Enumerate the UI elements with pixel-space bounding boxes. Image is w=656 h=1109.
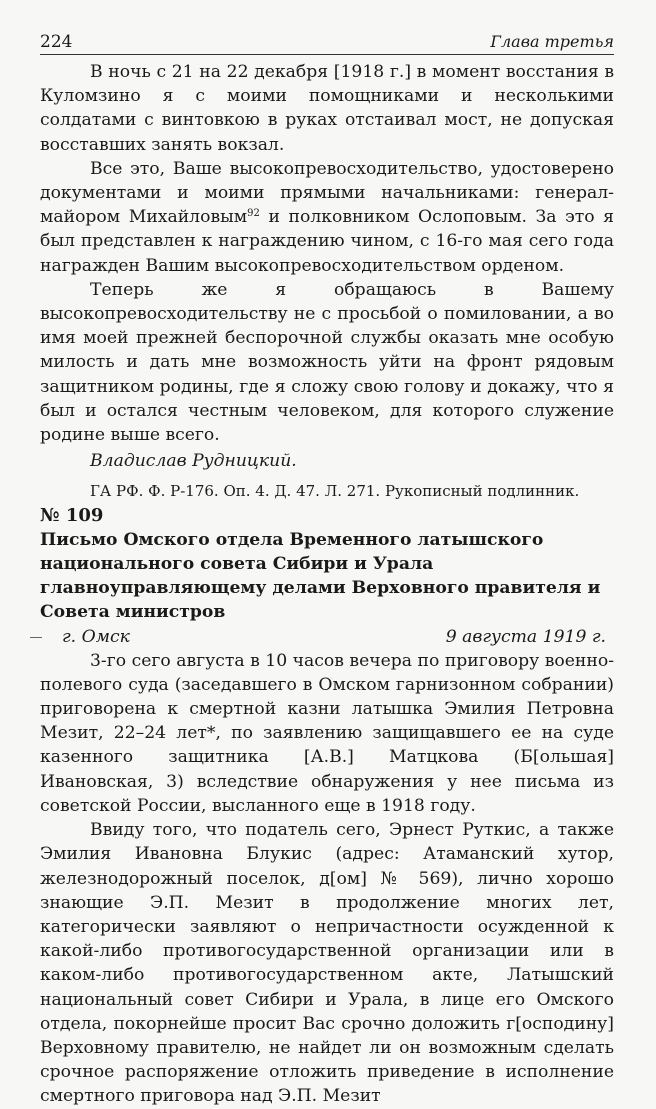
letter1-paragraph-2-end: и полковником Ослоповым. За это я был представлен к награждению чином, с 16-го мая сего года награжден Вашим высокопревосходительством орденом. <box>40 207 614 276</box>
signature: Владислав Рудницкий. <box>90 451 297 472</box>
document-number: № 109 <box>40 504 104 526</box>
place-date-line <box>40 625 614 649</box>
document-date: 9 августа 1919 г. <box>445 626 606 647</box>
page-body <box>40 60 614 1109</box>
document-place: г. Омск <box>62 626 130 647</box>
chapter-title: Глава третья <box>490 32 614 51</box>
letter1-paragraph-2-start: Все это, Ваше высокопревосходительство, удостоверено документами и моими прямыми начальниками: генерал-майором Михайловым <box>40 158 614 228</box>
margin-mark <box>30 637 42 638</box>
running-header <box>40 30 614 55</box>
letter1-paragraph-1: В ночь с 21 на 22 декабря [1918 г.] в момент восстания в Куломзино я с моими помощниками и несколькими солдатами с винтовкою в руках отстаивал мост, не допуская восставших занять вокзал. <box>40 62 614 155</box>
archive-reference: ГА РФ. Ф. Р-176. Оп. 4. Д. 47. Л. 271. Рукописный подлинник. <box>90 482 580 501</box>
doc109-paragraph-1: 3-го сего августа в 10 часов вечера по приговору военно-полевого суда (заседавшего в Омском гарнизонном собрании) приговорена к смертной казни латышка Эмилия Петровна Мезит, 22–24 лет*, по заявлению защищавшего ее на суде казенного защитника [А.В.] Матцкова (Б[ольшая] Ивановская, 3) вследствие обнаружения у нее письма из советской России, высланного еще в 1918 году. <box>40 650 614 816</box>
footnote-ref: 92 <box>247 208 260 220</box>
document-title: Письмо Омского отдела Временного латышского национального совета Сибири и Урала главноуправляющему делами Верховного правителя и Совета министров <box>40 529 601 623</box>
page-number: 224 <box>40 32 73 52</box>
doc109-paragraph-2: Ввиду того, что податель сего, Эрнест Руткис, а также Эмилия Ивановна Блукис (адрес: Атаманский хутор, железнодорожный поселок, д[ом] № 569), лично хорошо знающие Э.П. Мезит в продолжение многих лет, категорически заявляют о непричастности осужденной к какой-либо противогосударственной организации или в каком-либо противогосударственном акте, Латышский национальный совет Сибири и Урала, в лице его Омского отдела, покорнейше просит Вас срочно доложить г[осподину] Верховному правителю, не найдет ли он возможным сделать срочное распоряжение отложить приведение в исполнение смертного приговора над Э.П. Мезит <box>40 820 614 1107</box>
letter1-paragraph-2 <box>40 157 614 278</box>
letter1-paragraph-3: Теперь же я обращаюсь в Вашему высокопревосходительству не с просьбой о помиловании, а во имя моей прежней беспорочной службы оказать мне особую милость и дать мне возможность уйти на фронт рядовым защитником родины, где я сложу свою голову и докажу, что я был и остался честным человеком, для которого служение родине выше всего. <box>40 279 614 446</box>
